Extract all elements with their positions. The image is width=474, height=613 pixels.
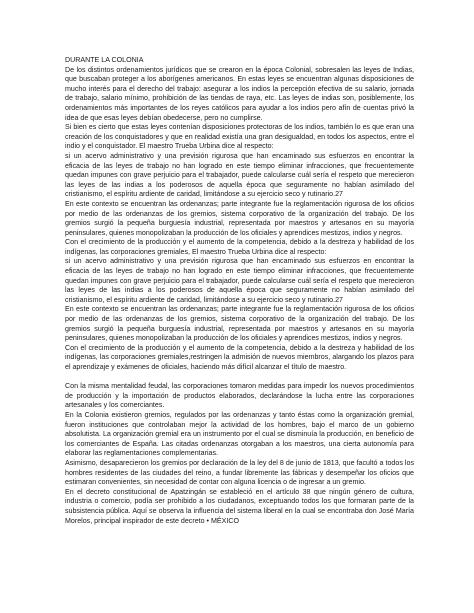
paragraph: Con el crecimiento de la producción y el aumento de la competencia, debido a la destreza y habilidad de los indígenas, las corporaciones gremiales, El maestro Trueba Urbina dice al respecto:: [65, 238, 414, 256]
document-page: [65, 56, 414, 526]
document-title: DURANTE LA COLONIA: [65, 56, 144, 64]
paragraph-gap: [65, 373, 414, 383]
paragraph: Con la misma mentalidad feudal, las corporaciones tomaron medidas para impedir los nuevos procedimientos de producción y la importación de productos elaborados, declarándose la lucha entre las corporaciones artesanales y los comerciantes.: [65, 382, 414, 410]
paragraph: En este contexto se encuentran las ordenanzas; parte integrante fue la reglamentación rigurosa de los oficios por medio de las ordenanzas de los gremios, sistema corporativo de la organización del trabajo. De los gremios surgió la pequeña burguesía industrial, representada por maestros y artesanos en su mayoría peninsulares, quienes monopolizaban la producción de los oficiales y aprendices mestizos, indios y negros.: [65, 199, 414, 237]
quote-paragraph: si un acervo administrativo y una previsión rigurosa que han encaminado sus esfuerzos en encontrar la eficacia de las leyes de trabajo no han logrado en este tiempo eliminar infracciones, que frecuentemente quedan impunes con grave perjuicio para el trabajador, puede calcularse cuál sería el respeto que merecieron las leyes de las indias a los poderosos de aquella época que seguramente no habían asimilado del cristianismo, el espíritu ardiente de caridad, limitándose a su ejercicio seco y rutinario.27: [65, 257, 414, 304]
paragraph: Asimismo, desaparecieron los gremios por declaración de la ley del 8 de junio de 1813, que facultó a todos los hombres residentes de las ciudades del reino, a fundar libremente las fábricas y desempeñar los oficios que estimaran convenientes, sin necesidad de contar con alguna licencia o de ingresar a un gremio.: [65, 458, 414, 487]
paragraph: En la Colonia existieron gremios, regulados por las ordenanzas y tanto éstas como la organización gremial, fueron instituciones que controlaban mejor la actividad de los hombres, bajo el marco de un gobierno absolutista. La organización gremial era un instrumento por el cual se disminuía la producción, en beneficio de los comerciantes de España. Las citadas ordenanzas otorgaban a los maestros, una cierta autonomía para elaborar las reglamentaciones complementarias.: [65, 410, 414, 458]
paragraph: En el decreto constitucional de Apatzingán se estableció en el artículo 38 que ningún género de cultura, industria o comercio, podía ser prohibido a los ciudadanos, exceptuando todos los que formaran parte de la subsistencia pública. Aquí se observa la influencia del sistema liberal en la cual se encontraba don José María Morelos, principal inspirador de este decreto • MÉXICO: [65, 487, 414, 525]
quote-paragraph: si un acervo administrativo y una previsión rigurosa que han encaminado sus esfuerzos en encontrar la eficacia de las leyes de trabajo no han logrado en este tiempo eliminar infracciones, que frecuentemente quedan impunes con grave perjuicio para el trabajador, puede calcularse cuál sería el respeto que merecieron las leyes de las indias a los poderosos de aquella época que seguramente no habían asimilado del cristianismo, el espíritu ardiente de caridad, limitándose a su ejercicio seco y rutinario.27: [65, 151, 414, 199]
paragraph: Si bien es cierto que estas leyes contenían disposiciones protectoras de los indios, también lo es que eran una creación de los conquistadores y que en realidad existía una gran desigualdad, en todos los aspectos, entre el indio y el conquistador. El maestro Trueba Urbina dice al respecto:: [65, 123, 414, 151]
paragraph: En este contexto se encuentran las ordenanzas; parte integrante fue la reglamentación rigurosa de los oficios por medio de las ordenanzas de los gremios, sistema corporativo de la organización del trabajo. De los gremios surgió la pequeña burguesía industrial, representada por maestros y artesanos en su mayoría peninsulares, quienes monopolizaban la producción de los oficiales y aprendices mestizos, indios y negros.: [65, 305, 414, 343]
paragraph: De los distintos ordenamientos jurídicos que se crearon en la época Colonial, sobresalen las leyes de Indias, que buscaban proteger a los aborígenes americanos. En estas leyes se encuentran algunas disposiciones de mucho interés para el derecho del trabajo: asegurar a los indios la percepción efectiva de su salario, jornada de trabajo, salario mínimo, prohibición de las tiendas de raya, etc. Las leyes de indias son, posiblemente, los ordenamientos más importantes de los reyes católicos para ayudar a los indios pero afín de cuentas privó la idea de que esas leyes debían obedecerse, pero no cumplirse.: [65, 65, 414, 122]
paragraph: Con el crecimiento de la producción y el aumento de la competencia, debido a la destreza y habilidad de los indígenas, las corporaciones gremiales,restringen la admisión de nuevos miembros, alargando los plazos para el aprendizaje y exámenes de oficiales, haciendo más difícil alcanzar el título de maestro.: [65, 343, 414, 371]
